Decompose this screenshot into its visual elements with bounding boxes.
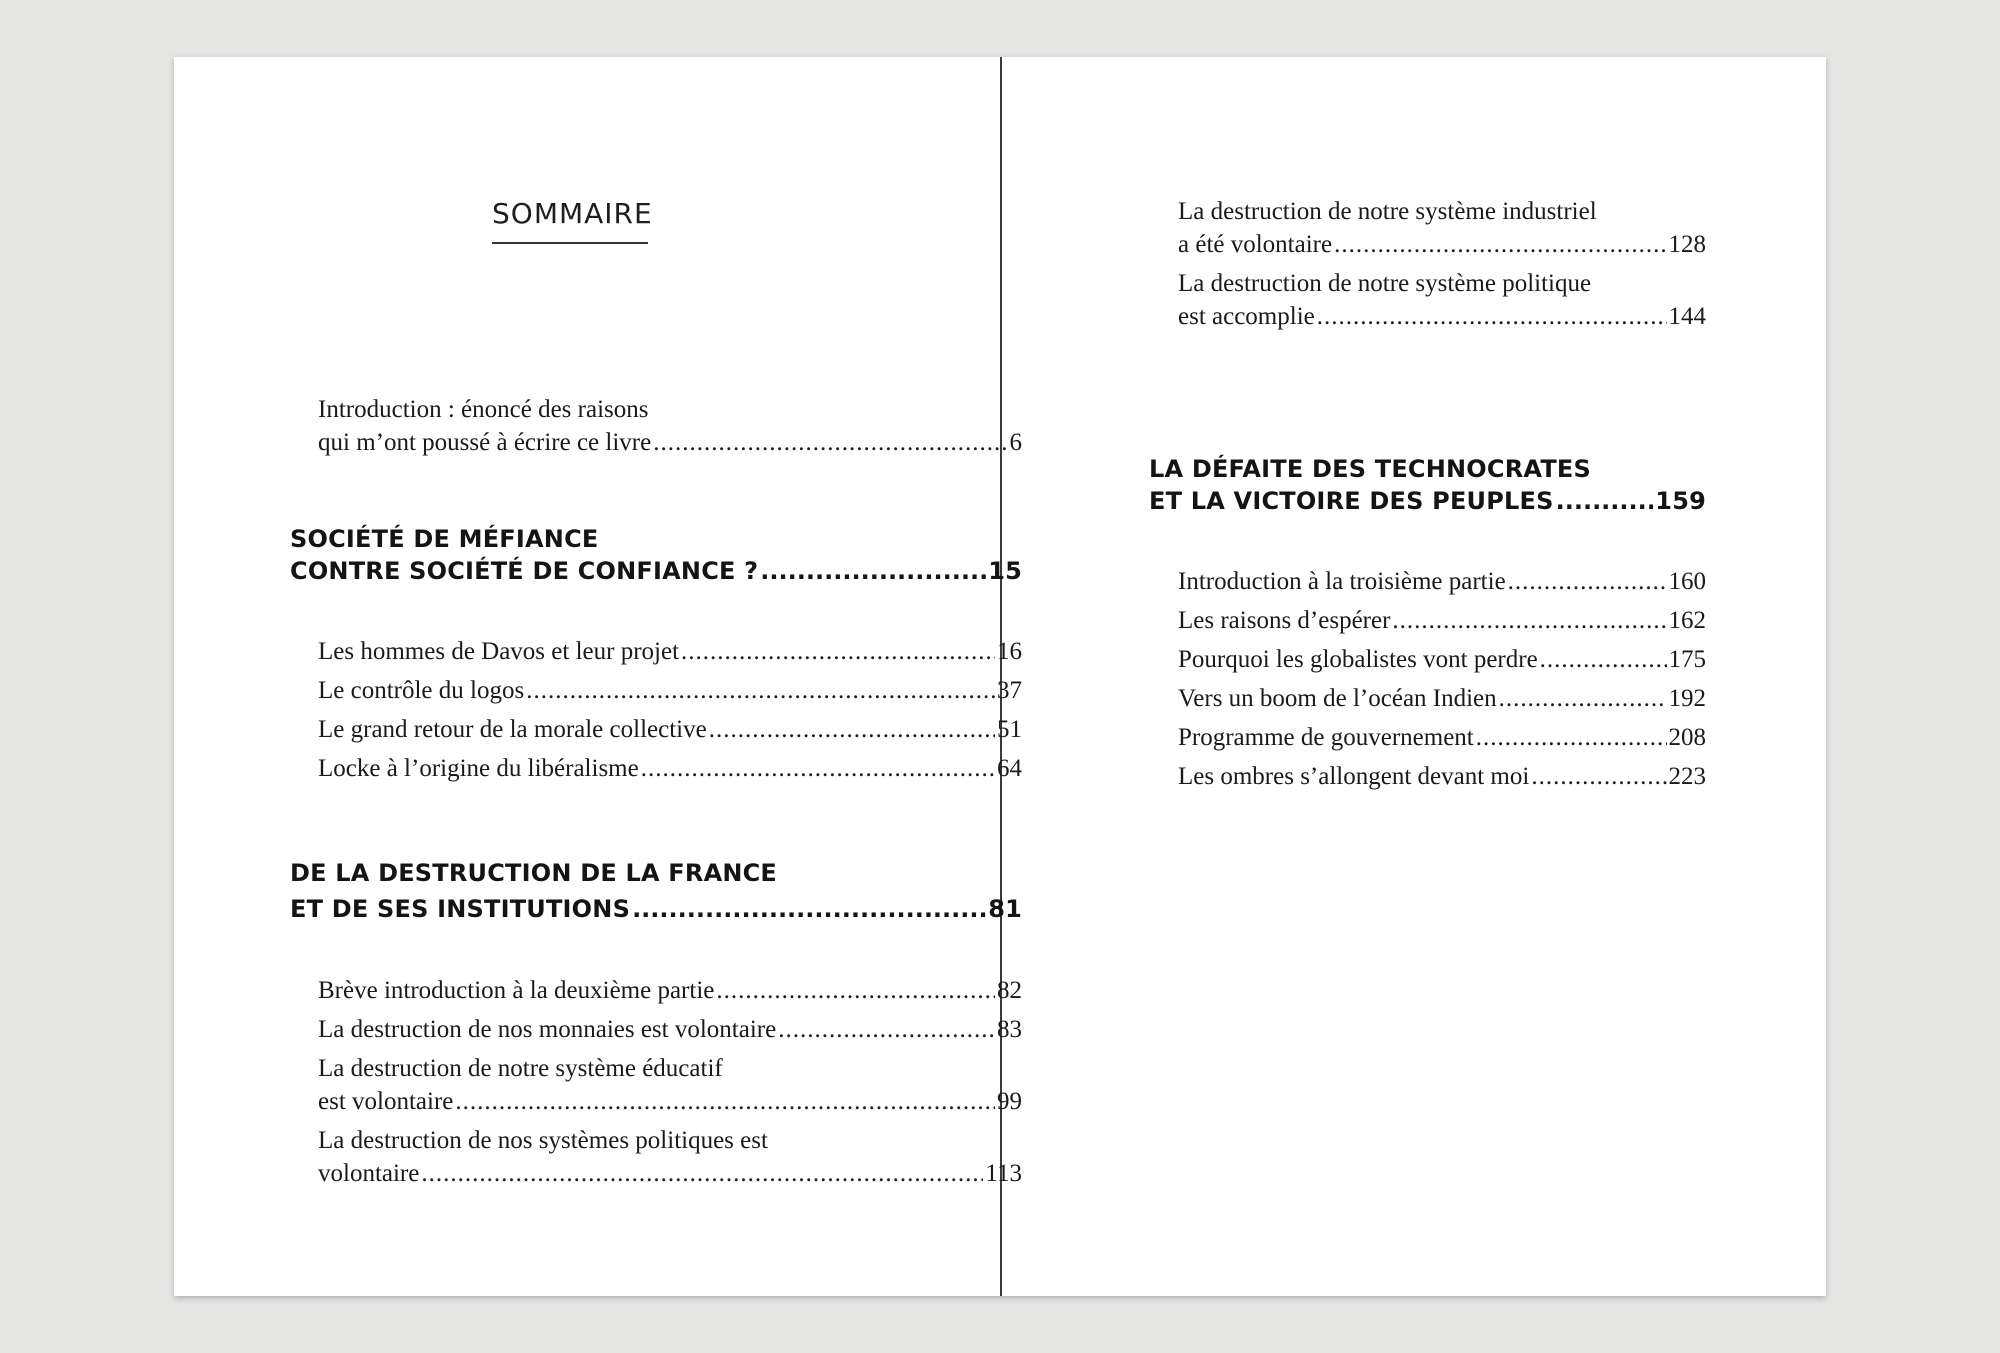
toc-entry xyxy=(318,1052,1022,1118)
toc-entry xyxy=(318,674,1022,707)
toc-entry xyxy=(1178,760,1706,793)
toc-entry xyxy=(318,713,1022,746)
dot-leader xyxy=(716,974,995,1007)
toc-entry-title-line1: La destruction de notre système éducatif xyxy=(318,1055,723,1082)
toc-page-number: 208 xyxy=(1668,724,1706,751)
toc-entry-title: Les raisons d’espérer xyxy=(1178,607,1391,634)
part-title-line2: ET LA VICTOIRE DES PEUPLES xyxy=(1149,487,1554,515)
toc-entry-title: Les ombres s’allongent devant moi xyxy=(1178,763,1530,790)
dot-leader xyxy=(778,1013,995,1046)
dot-leader xyxy=(421,1157,983,1190)
toc-part-3 xyxy=(1149,453,1706,517)
toc-page-number: 64 xyxy=(997,755,1022,782)
toc-entry xyxy=(1178,195,1706,261)
toc-entry-title: Locke à l’origine du libéralisme xyxy=(318,755,639,782)
dot-leader xyxy=(1531,760,1666,793)
dot-leader xyxy=(1392,604,1666,637)
toc-entry xyxy=(1178,565,1706,598)
toc-entry-title-line2: qui m’ont poussé à écrire ce livre xyxy=(318,429,652,456)
toc-entry-title: La destruction de nos monnaies est volontaire xyxy=(318,1016,777,1043)
dot-leader xyxy=(760,555,986,587)
toc-entry-title: Les hommes de Davos et leur projet xyxy=(318,638,680,665)
toc-entry xyxy=(318,1124,1022,1190)
toc-entry xyxy=(1178,267,1706,333)
toc-entry xyxy=(1178,682,1706,715)
toc-page-number: 162 xyxy=(1668,607,1706,634)
toc-page-number: 51 xyxy=(997,716,1022,743)
toc-entry-title-line2: est accomplie xyxy=(1178,303,1315,330)
dot-leader xyxy=(1556,485,1654,517)
dot-leader xyxy=(1317,300,1667,333)
toc-part-1-chapters xyxy=(318,635,1022,791)
toc-page-number: 144 xyxy=(1668,303,1706,330)
book-spread xyxy=(174,57,1826,1296)
toc-entry-title-line1: La destruction de notre système industriel xyxy=(1178,198,1597,225)
dot-leader xyxy=(641,752,995,785)
page-title: SOMMAIRE xyxy=(492,197,648,244)
toc-entry-title-line2: volontaire xyxy=(318,1160,420,1187)
dot-leader xyxy=(455,1085,995,1118)
dot-leader xyxy=(653,426,1007,459)
toc-entry-title: Programme de gouvernement xyxy=(1178,724,1474,751)
dot-leader xyxy=(1508,565,1667,598)
toc-entry-title-line2: est volontaire xyxy=(318,1088,454,1115)
toc-entry-title-line1: La destruction de nos systèmes politiques est xyxy=(318,1127,768,1154)
part-title-line2: CONTRE SOCIÉTÉ DE CONFIANCE ? xyxy=(290,557,759,585)
toc-page-number: 6 xyxy=(1009,429,1022,456)
toc-entry xyxy=(1178,643,1706,676)
dot-leader xyxy=(1499,682,1667,715)
toc-entry xyxy=(318,635,1022,668)
part-title-line1: SOCIÉTÉ DE MÉFIANCE xyxy=(290,525,599,553)
toc-entry xyxy=(318,752,1022,785)
dot-leader xyxy=(1540,643,1667,676)
toc-entry xyxy=(1178,604,1706,637)
toc-entry-title: Introduction à la troisième partie xyxy=(1178,568,1506,595)
toc-intro-entry xyxy=(318,393,1022,459)
part-page-number: 81 xyxy=(988,895,1022,923)
toc-entry-title-line2: a été volontaire xyxy=(1178,231,1333,258)
left-page xyxy=(174,57,1022,1296)
dot-leader xyxy=(632,891,986,927)
toc-part-1 xyxy=(290,523,1022,587)
part-page-number: 159 xyxy=(1655,487,1706,515)
toc-page-number: 16 xyxy=(997,638,1022,665)
right-page xyxy=(1002,57,1826,1296)
toc-continued-chapters xyxy=(1178,195,1706,339)
dot-leader xyxy=(681,635,995,668)
part-page-number: 15 xyxy=(988,557,1022,585)
toc-part-2 xyxy=(290,855,1022,927)
dot-leader xyxy=(709,713,995,746)
toc-entry-title: Brève introduction à la deuxième partie xyxy=(318,977,715,1004)
toc-page-number: 175 xyxy=(1668,646,1706,673)
dot-leader xyxy=(1334,228,1666,261)
dot-leader xyxy=(1476,721,1667,754)
toc-page-number: 37 xyxy=(997,677,1022,704)
toc-entry-title-line1: La destruction de notre système politique xyxy=(1178,270,1592,297)
toc-page-number: 82 xyxy=(997,977,1022,1004)
toc-entry xyxy=(318,974,1022,1007)
toc-page-number: 113 xyxy=(985,1160,1022,1187)
toc-page-number: 128 xyxy=(1668,231,1706,258)
toc-part-3-chapters xyxy=(1178,565,1706,799)
toc-page-number: 192 xyxy=(1668,685,1706,712)
toc-entry-title: Le contrôle du logos xyxy=(318,677,525,704)
toc-page-number: 160 xyxy=(1668,568,1706,595)
dot-leader xyxy=(526,674,995,707)
toc-entry-title: Vers un boom de l’océan Indien xyxy=(1178,685,1497,712)
toc-entry-title: Le grand retour de la morale collective xyxy=(318,716,707,743)
toc-entry xyxy=(318,1013,1022,1046)
part-title-line2: ET DE SES INSTITUTIONS xyxy=(290,895,631,923)
toc-entry-title: Pourquoi les globalistes vont perdre xyxy=(1178,646,1538,673)
toc-part-2-chapters xyxy=(318,974,1022,1196)
toc-entry-title-line1: Introduction : énoncé des raisons xyxy=(318,396,649,423)
toc-page-number: 223 xyxy=(1668,763,1706,790)
part-title-line1: LA DÉFAITE DES TECHNOCRATES xyxy=(1149,455,1591,483)
toc-entry xyxy=(1178,721,1706,754)
toc-page-number: 83 xyxy=(997,1016,1022,1043)
part-title-line1: DE LA DESTRUCTION DE LA FRANCE xyxy=(290,859,778,887)
toc-page-number: 99 xyxy=(997,1088,1022,1115)
